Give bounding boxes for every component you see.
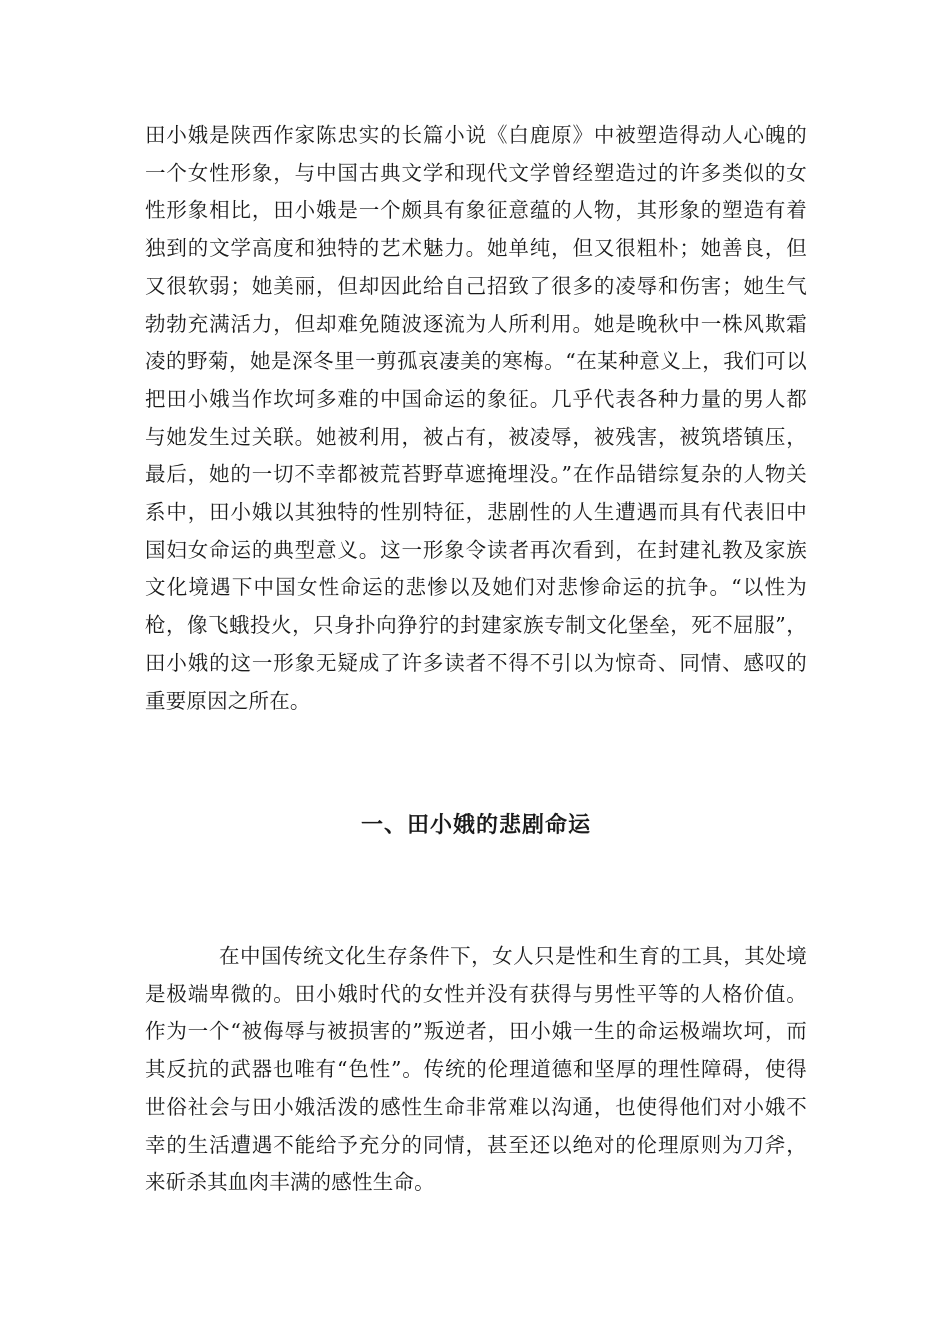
section-paragraph: 在中国传统文化生存条件下，女人只是性和生育的工具，其处境是极端卑微的。田小娥时代的女性并没有获得与男性平等的人格价值。作为一个“被侮辱与被损害的”叛逆者，田小娥一生的命运极端坎坷，而其反抗的武器也唯有“色性”。传统的伦理道德和坚厚的理性障碍，使得世俗社会与田小娥活泼的感性生命非常难以沟通，也使得他们对小娥不幸的生活遭遇不能给予充分的同情，甚至还以绝对的伦理原则为刀斧，来斫杀其血肉丰满的感性生命。 bbox=[145, 944, 807, 1195]
intro-paragraph: 田小娥是陕西作家陈忠实的长篇小说《白鹿原》中被塑造得动人心魄的一个女性形象，与中国古典文学和现代文学曾经塑造过的许多类似的女性形象相比，田小娥是一个颇具有象征意蕴的人物，其形象的塑造有着独到的文学高度和独特的艺术魅力。她单纯，但又很粗朴；她善良，但又很软弱；她美丽，但却因此给自己招致了很多的凌辱和伤害；她生气勃勃充满活力，但却难免随波逐流为人所利用。她是晚秋中一株风欺霜凌的野菊，她是深冬里一剪孤哀凄美的寒梅。“在某种意义上，我们可以把田小娥当作坎坷多难的中国命运的象征。几乎代表各种力量的男人都与她发生过关联。她被利用，被占有，被凌辱，被残害，被筑塔镇压，最后，她的一切不幸都被荒苔野草遮掩埋没。”在作品错综复杂的人物关系中，田小娥以其独特的性别特征，悲剧性的人生遭遇而具有代表旧中国妇女命运的典型意义。这一形象令读者再次看到，在封建礼教及家族文化境遇下中国女性命运的悲惨以及她们对悲惨命运的抗争。“以性为枪，像飞蛾投火，只身扑向狰狞的封建家族专制文化堡垒，死不屈服”，田小娥的这一形象无疑成了许多读者不得不引以为惊奇、同情、感叹的重要原因之所在。 bbox=[145, 123, 807, 713]
section-heading: 一、田小娥的悲剧命运 bbox=[360, 813, 591, 838]
